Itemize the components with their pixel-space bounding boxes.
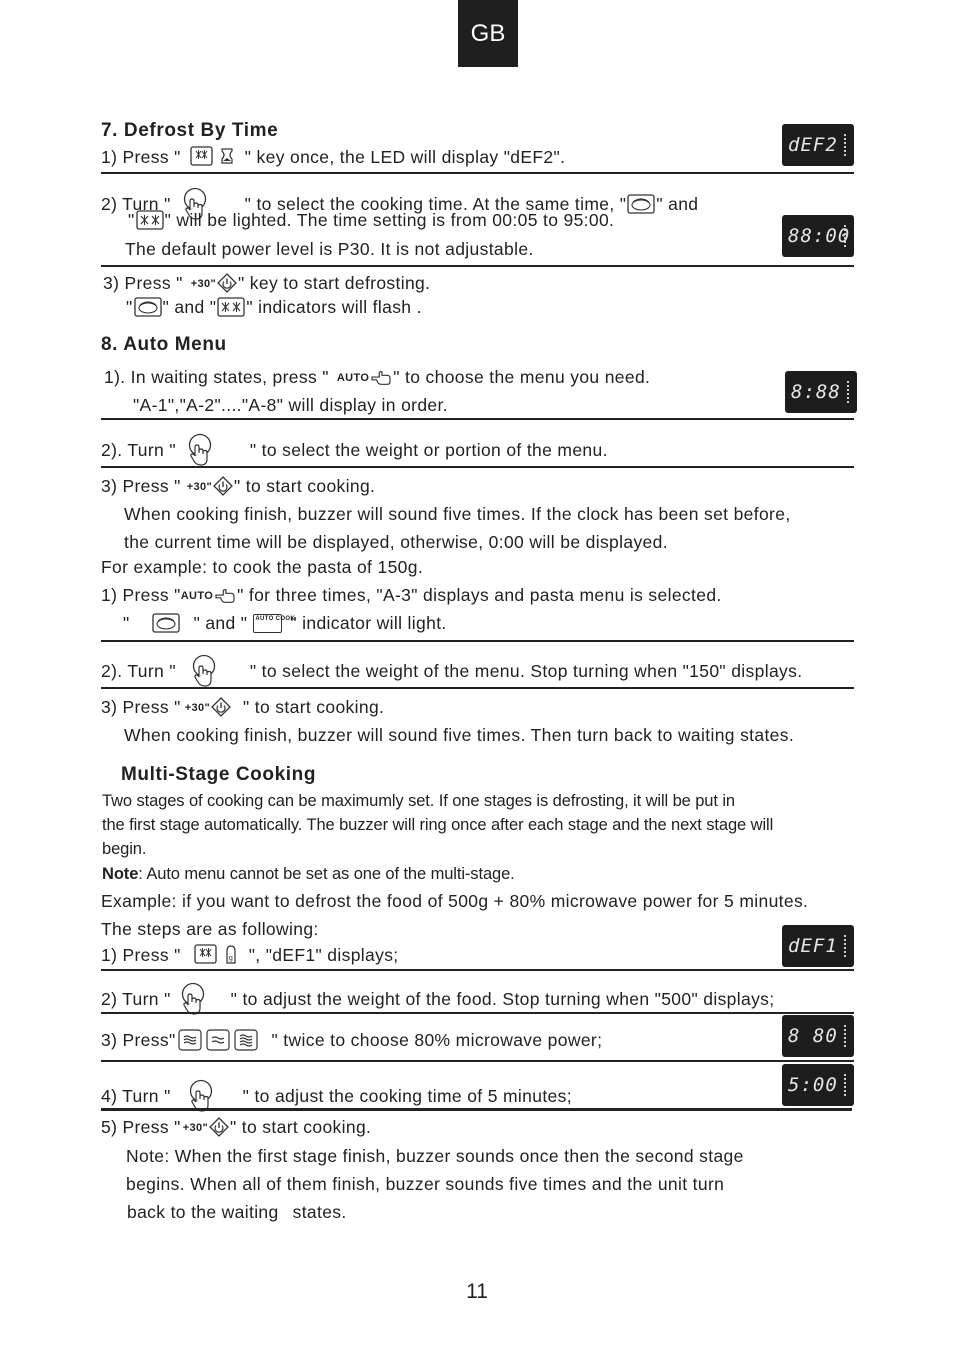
start-key-label: +30" [186, 481, 213, 494]
section-title-defrost-by-time: 7. Defrost By Time [101, 120, 279, 141]
divider [101, 640, 854, 642]
multi-example: Example: if you want to defrost the food of 500g + 80% microwave power for 5 minutes. [101, 891, 809, 911]
multi-step2: 2) Turn " " to adjust the weight of the food. Stop turning when "500" displays; [101, 981, 774, 1017]
defrost-weight-key-icon [193, 943, 245, 965]
section-title-multi-stage: Multi-Stage Cooking [121, 764, 317, 785]
defrost-time-key-icon [189, 145, 241, 167]
start-key-icon [211, 697, 231, 717]
auto-cook-indicator-icon: AUTO COOK [253, 614, 282, 633]
knob-icon [190, 653, 220, 689]
dish-indicator-icon [627, 194, 655, 214]
auto-key-label: AUTO [180, 590, 214, 603]
defrost-indicator-icon [136, 210, 164, 230]
s8-example: For example: to cook the pasta of 150g. [101, 557, 424, 577]
divider [101, 1012, 854, 1014]
s7-step1: 1) Press " " key once, the LED will display "dEF2". [101, 147, 566, 167]
s8-step2: 2). Turn " " to select the weight or portion of the menu. [101, 432, 608, 468]
multi-note: Note: Auto menu cannot be set as one of the multi-stage. [102, 865, 515, 883]
knob-icon [186, 432, 216, 468]
dish-indicator-icon [152, 613, 180, 633]
divider [101, 172, 854, 174]
multi-intro-line1: Two stages of cooking can be maximumly set. If one stages is defrosting, it will be put in [102, 792, 735, 810]
start-key-label: +30" [190, 278, 217, 291]
s8-ex-step1: 1) Press "AUTO " for three times, "A-3" displays and pasta menu is selected. [101, 585, 722, 605]
multi-note2-line3: back to the waiting states. [127, 1202, 347, 1222]
hand-pointer-icon [214, 587, 236, 605]
s8-ex-step1-line2: " " and " AUTO COOK " indicator will light. [123, 613, 447, 633]
s8-step1-line2: "A-1","A-2"...."A-8" will display in order. [133, 395, 448, 415]
divider [101, 466, 854, 468]
s8-step3-line3: the current time will be displayed, otherwise, 0:00 will be displayed. [124, 532, 668, 552]
page-number: 11 [466, 1280, 488, 1303]
divider [101, 1108, 852, 1111]
s8-ex-step2: 2). Turn " " to select the weight of the menu. Stop turning when "150" displays. [101, 653, 802, 689]
s7-step2-line3: The default power level is P30. It is not adjustable. [125, 239, 534, 259]
led-display-auto-menu: 8:88 [785, 371, 857, 413]
s8-step3: 3) Press " +30" " to start cooking. [101, 476, 376, 496]
led-display-def2: dEF2 [782, 124, 854, 166]
s7-step3-line2: " " and " " indicators will flash . [126, 297, 422, 317]
multi-intro-line3: begin. [102, 840, 147, 858]
start-key-icon [213, 476, 233, 496]
s7-step3: 3) Press " +30" " key to start defrosting. [103, 273, 431, 293]
multi-step4: 4) Turn " " to adjust the cooking time of 5 minutes; [101, 1078, 572, 1114]
s8-step1: 1). In waiting states, press " AUTO " to choose the menu you need. [104, 367, 651, 387]
divider [101, 687, 854, 689]
start-key-icon [209, 1117, 229, 1137]
s8-ex-step3-line2: When cooking finish, buzzer will sound five times. Then turn back to waiting states. [124, 725, 795, 745]
start-key-icon [217, 273, 237, 293]
hand-pointer-icon [370, 369, 392, 387]
s8-ex-step3: 3) Press " +30" " to start cooking. [101, 697, 385, 717]
auto-key-label: AUTO [336, 372, 370, 385]
multi-step3: 3) Press" " twice to choose 80% microwave power; [101, 1030, 603, 1050]
multi-note2-line1: Note: When the first stage finish, buzzer sounds once then the second stage [126, 1146, 744, 1166]
divider [101, 1060, 854, 1062]
defrost-indicator-icon [217, 297, 245, 317]
dish-indicator-icon [134, 297, 162, 317]
s7-step2-line2: " " will be lighted. The time setting is from 00:05 to 95:00. [128, 210, 615, 230]
led-display-def1: dEF1 [782, 925, 854, 967]
language-tab: GB [458, 0, 518, 67]
multi-step5: 5) Press " +30" " to start cooking. [101, 1117, 372, 1137]
led-display-cook-time: 5:00 [782, 1064, 854, 1106]
divider [101, 969, 854, 971]
multi-step1: 1) Press " ", "dEF1" displays; [101, 945, 399, 965]
divider [101, 418, 854, 420]
multi-note2-line2: begins. When all of them finish, buzzer sounds five times and the unit turn [126, 1174, 725, 1194]
section-title-auto-menu: 8. Auto Menu [101, 334, 227, 355]
multi-steps-intro: The steps are as following: [101, 919, 319, 939]
start-key-label: +30" [182, 1122, 209, 1135]
s8-step3-line2: When cooking finish, buzzer will sound five times. If the clock has been set before, [124, 504, 791, 524]
start-key-label: +30" [184, 702, 211, 715]
led-display-time: 88:00 [782, 215, 854, 257]
s7-step2: 2) Turn " " to select the cooking time. At the same time, " " and [101, 186, 698, 222]
microwave-power-keys-icon [178, 1029, 258, 1051]
multi-intro-line2: the first stage automatically. The buzzer will ring once after each stage and the next stage will [102, 816, 774, 834]
divider [101, 265, 854, 267]
led-display-power: 8 80 [782, 1015, 854, 1057]
